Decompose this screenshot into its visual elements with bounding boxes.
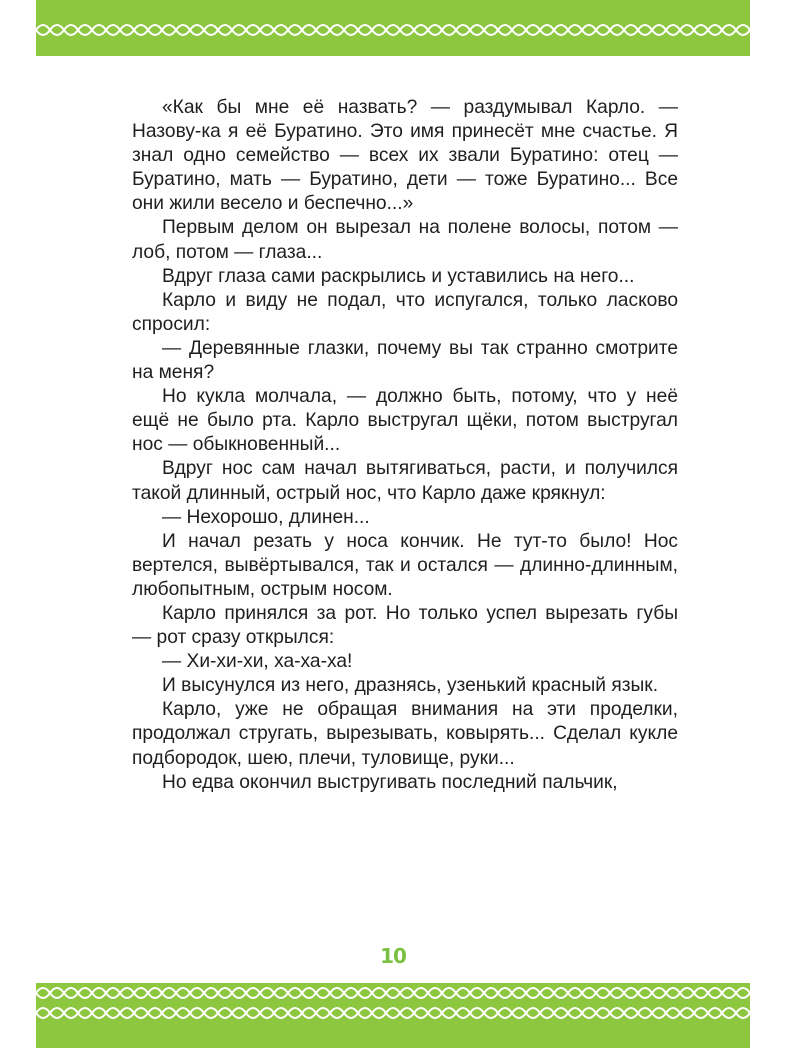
paragraph: И начал резать у носа кончик. Не тут-то было! Нос вертелся, вывёртывался, так и остался — длинно-длинным, любопытным, острым носом. [132,530,678,600]
story-text [132,96,678,795]
paragraph: «Как бы мне её назвать? — раздумывал Карло. — Назову-ка я её Буратино. Это имя принесёт мне счастье. Я знал одно семейство — всех их звали Буратино: отец — Буратино, мать — Буратино, дети — тоже Буратино... Все они жили весело и беспечно...» [132,97,678,215]
paragraph: Карло, уже не обращая внимания на эти проделки, продолжал стругать, вырезывать, ковырять... Сделал кукле подбородок, шею, плечи, туловище, руки... [132,699,678,769]
paragraph: — Деревянные глазки, почему вы так странно смотрите на меня? [132,337,678,384]
paragraph: Но едва окончил выстругивать последний пальчик, [162,771,618,793]
paragraph: Первым делом он вырезал на полене волосы, потом — лоб, потом — глаза... [132,217,678,263]
wave-pattern-bottom [36,983,750,1048]
paragraph: И высунулся из него, дразнясь, узенький красный язык. [162,675,659,697]
wave-pattern-top [36,0,750,56]
paragraph: Но кукла молчала, — должно быть, потому, что у неё ещё не было рта. Карло выстругал щёки, потом выстругал нос — обыкновенный... [132,386,678,456]
paragraph: — Нехорошо, длинен... [162,506,370,528]
paragraph: Карло и виду не подал, что испугался, только ласково спросил: [132,289,678,335]
paragraph: Карло принялся за рот. Но только успел вырезать губы — рот сразу открылся: [132,602,678,649]
paragraph: Вдруг нос сам начал вытягиваться, расти, и получился такой длинный, острый нос, что Карло даже крякнул: [132,458,678,504]
paragraph: Вдруг глаза сами раскрылись и уставились на него... [162,265,635,287]
paragraph: — Хи-хи-хи, ха-ха-ха! [162,651,353,673]
bottom-decorative-band [36,983,750,1048]
page-number: 10 [380,944,406,968]
top-decorative-band [36,0,750,56]
